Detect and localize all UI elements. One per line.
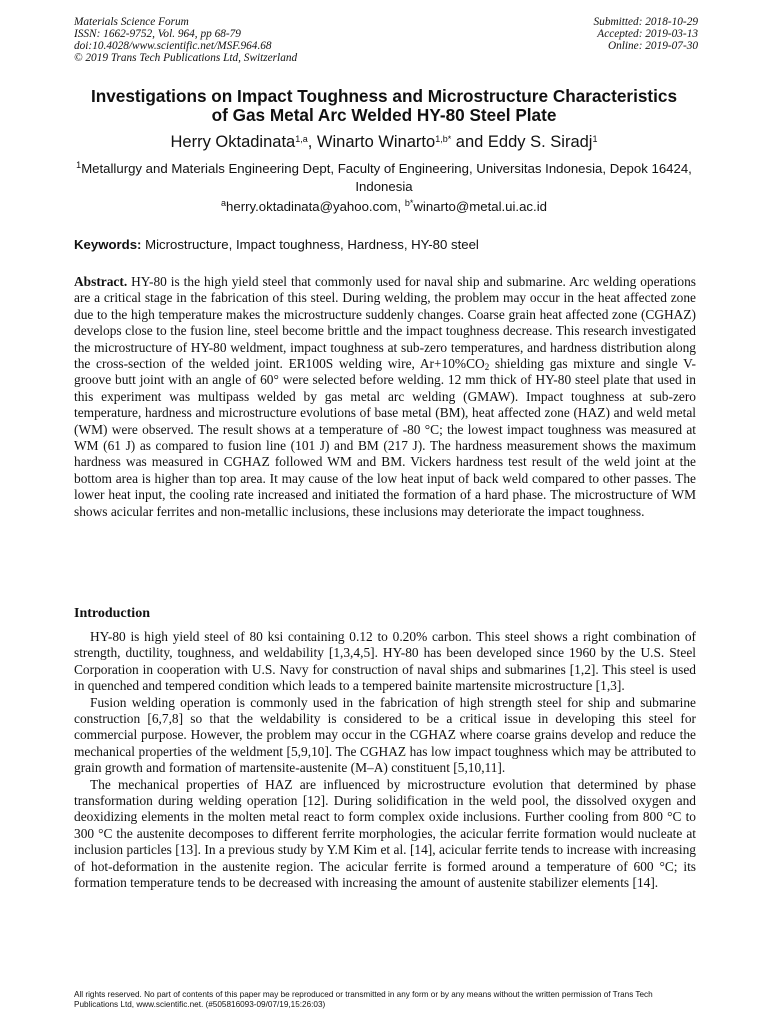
abstract-text-1: HY-80 is the high yield steel that commonly used for naval ship and submarine. Arc welding operations are a critical stage in the fabrication of this steel. During welding, the problem may occur in the heat affected zone due to the high temperature makes the microstructure suddenly changes. Coarse grain heat affected zone (CGHAZ) develops close to the fusion line, steel become brittle and the impact toughness decrease. This research investigated the microstructure of HY-80 weldment, impact toughness at sub-zero temperatures, and hardness distribution along the cross-section of the welded joint. ER100S welding wire, Ar+10%CO bbox=[74, 274, 696, 372]
keywords-label: Keywords: bbox=[74, 237, 142, 252]
author-1: Herry Oktadinata bbox=[170, 133, 296, 151]
affiliation bbox=[60, 160, 708, 196]
issn-volume: ISSN: 1662-9752, Vol. 964, pp 68-79 bbox=[74, 28, 241, 40]
author-emails bbox=[60, 198, 708, 215]
submitted-date: Submitted: 2018-10-29 bbox=[593, 16, 698, 28]
author-separator: , bbox=[307, 133, 317, 151]
title-line-1: Investigations on Impact Toughness and Microstructure Characteristics bbox=[90, 86, 678, 106]
email-b: winarto@metal.ui.ac.id bbox=[413, 199, 547, 214]
keywords-text: Microstructure, Impact toughness, Hardness, HY-80 steel bbox=[141, 237, 479, 252]
journal-name: Materials Science Forum bbox=[74, 16, 189, 28]
accepted-date: Accepted: 2019-03-13 bbox=[597, 28, 698, 40]
introduction-section bbox=[74, 629, 696, 892]
email-a: herry.oktadinata@yahoo.com, bbox=[226, 199, 405, 214]
author-3-affil: 1 bbox=[592, 134, 598, 144]
author-3: Eddy S. Siradj bbox=[487, 133, 593, 151]
publication-dates bbox=[594, 16, 698, 52]
title-line-2: of Gas Metal Arc Welded HY-80 Steel Plate bbox=[211, 105, 557, 125]
abstract-subscript: 2 bbox=[484, 362, 490, 373]
affiliation-text: Metallurgy and Materials Engineering Dept, Faculty of Engineering, Universitas Indonesia, Depok 16424, Indonesia bbox=[81, 161, 692, 194]
online-date: Online: 2019-07-30 bbox=[607, 40, 698, 52]
intro-paragraph-2: Fusion welding operation is commonly used in the fabrication of high strength steel for ship and submarine construction [6,7,8] so that the weldability is considered to be a critical issue in developing this steel for commercial purpose. However, the problem may occur in the CGHAZ where coarse grains develop and reduce the mechanical properties of the weldment [5,9,10]. The CGHAZ has low impact toughness which may be attributed to grain growth and formation of martensite-austenite (M–A) constituent [5,10,11]. bbox=[74, 694, 696, 776]
author-2: Winarto Winarto bbox=[316, 133, 436, 151]
abstract-text-2: shielding gas mixture and single V-groove butt joint with an angle of 60° were selected before welding. 12 mm thick of HY-80 steel plate that used in this experiment was multipass welded by gas metal arc welding (GMAW). Impact toughness at sub-zero temperature, hardness and microstructure evolutions of base metal (BM), heat affected zone (HAZ) and weld metal (WM) were observed. The result shows at a temperature of -80 °C; the lowest impact toughness was measured at WM (61 J) as compared to fusion line (101 J) and BM (217 J). The hardness measurement shows the maximum hardness was measured in CGHAZ followed WM and BM. Vickers hardness test result of the weld joint at the bottom area is higher than top area. It may cause of the low heat input of back weld compared to other passes. The lower heat input, the cooling rate increased and initiated the formation of a hard phase. The microstructure of WM shows acicular ferrites and non-metallic inclusions, these inclusions may deteriorate the impact toughness. bbox=[74, 356, 696, 519]
section-heading-introduction: Introduction bbox=[74, 606, 150, 621]
doi: doi:10.4028/www.scientific.net/MSF.964.68 bbox=[74, 40, 272, 52]
journal-header bbox=[74, 16, 297, 64]
keywords bbox=[74, 236, 698, 253]
intro-paragraph-1: HY-80 is high yield steel of 80 ksi containing 0.12 to 0.20% carbon. This steel shows a right combination of strength, ductility, toughness, and weldability [1,3,4,5]. HY-80 has been developed since 1960 by the U.S. Steel Corporation in cooperation with U.S. Navy for construction of naval ships and submarines [1,2]. This steel is used in quenched and tempered condition which leads to a tempered bainite martensite microstructure [1,3]. bbox=[74, 629, 696, 694]
copyright: © 2019 Trans Tech Publications Ltd, Switzerland bbox=[74, 52, 298, 64]
abstract-label: Abstract. bbox=[74, 274, 128, 289]
author-2-affil: 1,b* bbox=[435, 134, 452, 144]
author-separator: and bbox=[451, 133, 488, 151]
author-1-affil: 1,a bbox=[295, 134, 308, 144]
email-b-marker: b* bbox=[404, 198, 414, 208]
abstract bbox=[74, 274, 696, 520]
paper-title bbox=[60, 87, 708, 125]
author-list bbox=[60, 132, 708, 152]
affiliation-marker: 1 bbox=[76, 160, 82, 170]
email-a-marker: a bbox=[221, 198, 227, 208]
copyright-footer: All rights reserved. No part of contents of this paper may be reproduced or transmitted in any form or by any means without the written permission of Trans Tech Publications Ltd, www.scientific.net. (#505816093-09/07/19,15:26:03) bbox=[74, 990, 653, 1009]
intro-paragraph-3: The mechanical properties of HAZ are influenced by microstructure evolution that determined by phase transformation during welding operation [12]. During solidification in the weld pool, the dissolved oxygen and deoxidizing elements in the molten metal react to form complex oxide inclusions. Further cooling from 800 °C to 300 °C the austenite decomposes to different ferrite morphologies, the acicular ferrite formation would nucleate at inclusion particles [13]. In a previous study by Y.M Kim et al. [14], acicular ferrite tends to increase with increasing of hot-deformation in the austenite region. The acicular ferrite is formed around a temperature of 600 °C; its formation temperature tends to be decreased with increasing the amount of austenite stabilizer elements [14]. bbox=[74, 776, 696, 891]
